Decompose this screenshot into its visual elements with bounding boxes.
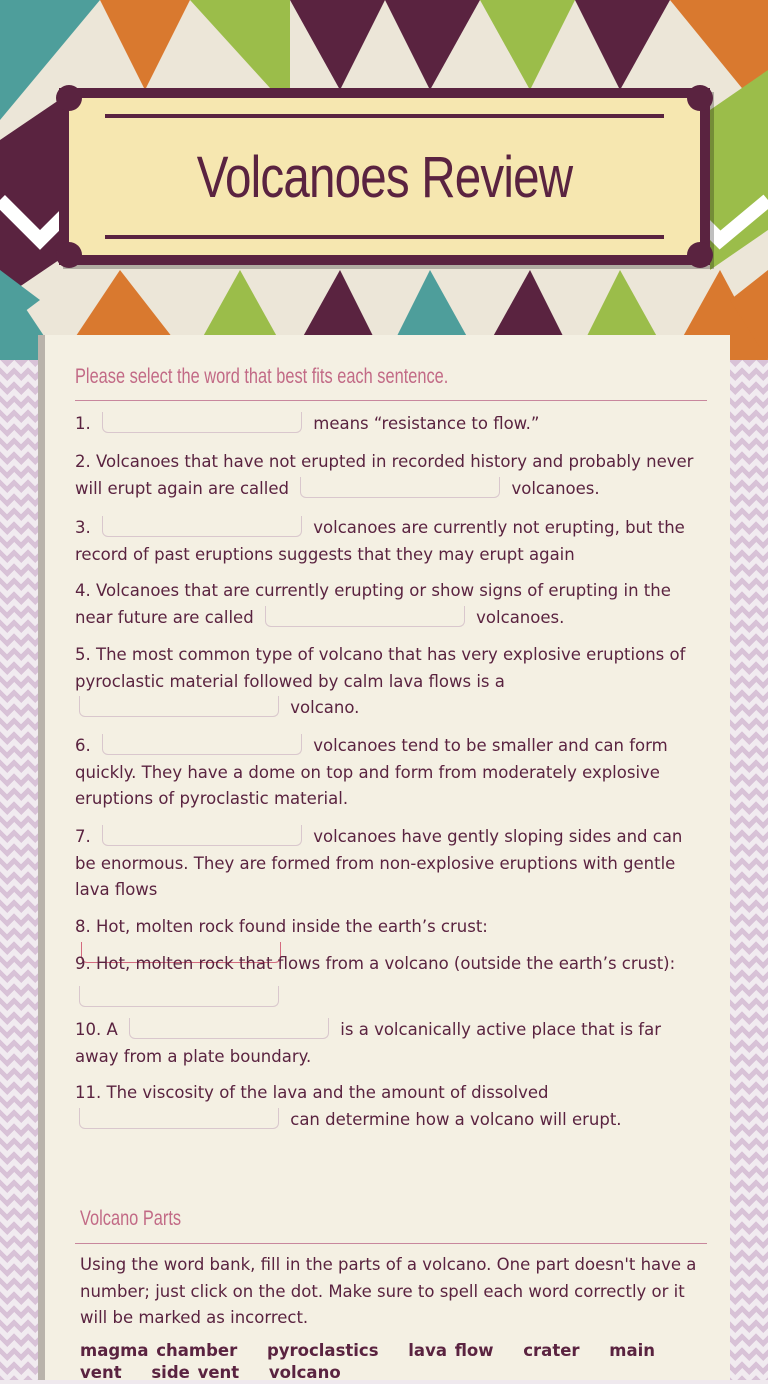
word-bank-item: crater — [523, 1341, 580, 1360]
banner-corner — [687, 242, 713, 268]
word-bank — [80, 1340, 700, 1384]
answer-blank-1[interactable] — [102, 412, 302, 433]
question-2 — [75, 449, 705, 502]
answer-blank-2[interactable] — [300, 477, 500, 498]
word-bank-item: lava flow — [408, 1341, 494, 1360]
answer-blank-10[interactable] — [129, 1018, 329, 1039]
answer-blank-4[interactable] — [265, 606, 465, 627]
question-4 — [75, 578, 705, 631]
answer-blank-3[interactable] — [102, 516, 302, 537]
question-text: 1. — [75, 414, 91, 433]
question-9 — [75, 951, 705, 1011]
question-5 — [75, 642, 705, 722]
question-text: 11. The viscosity of the lava and the amount of dissolved — [75, 1083, 549, 1102]
question-text: 2. Volcanoes that have not erupted in recorded history and probably never will erupt again are called — [75, 452, 694, 498]
answer-blank-7[interactable] — [102, 825, 302, 846]
answer-blank-5[interactable] — [79, 696, 279, 717]
question-text: 10. A — [75, 1020, 118, 1039]
banner-rule-bottom — [105, 235, 664, 239]
question-11 — [75, 1080, 705, 1133]
section-divider — [75, 400, 707, 401]
question-7 — [75, 824, 705, 904]
question-text: volcanoes tend to be smaller and can form quickly. They have a dome on top and form from moderately explosive eruptions of pyroclastic material. — [75, 736, 668, 808]
answer-blank-11[interactable] — [79, 1108, 279, 1129]
question-text: 4. Volcanoes that are currently erupting or show signs of erupting in the near future are called — [75, 581, 671, 627]
question-text: 9. Hot, molten rock that flows from a volcano (outside the earth’s crust): — [75, 954, 676, 973]
question-text: can determine how a volcano will erupt. — [290, 1109, 622, 1129]
question-text: 8. Hot, molten rock found inside the earth’s crust: — [75, 917, 488, 936]
question-10 — [75, 1017, 705, 1070]
word-bank-item: pyroclastics — [266, 1341, 379, 1360]
question-text: volcano. — [290, 698, 360, 717]
question-text: volcanoes. — [476, 607, 565, 627]
question-text: 6. — [75, 736, 91, 755]
word-bank-item: main vent — [80, 1341, 656, 1382]
page-title: Volcanoes Review — [196, 145, 573, 210]
title-banner — [59, 88, 710, 265]
question-text: volcanoes. — [511, 478, 600, 498]
answer-blank-9[interactable] — [79, 986, 279, 1007]
question-text: is a volcanically active place that is far away from a plate boundary. — [75, 1020, 662, 1066]
question-text: volcanoes are currently not erupting, but the record of past eruptions suggests that they may erupt again — [75, 518, 685, 564]
section-title-volcano-parts: Volcano Parts — [80, 1207, 182, 1230]
banner-corner — [56, 85, 82, 111]
section-title-questions: Please select the word that best fits each sentence. — [75, 365, 449, 388]
word-bank-item: volcano — [268, 1363, 341, 1382]
banner-corner — [56, 242, 82, 268]
banner-rule-top — [105, 114, 664, 118]
word-bank-item: magma chamber — [80, 1341, 238, 1360]
question-text: 3. — [75, 518, 91, 537]
question-text: means “resistance to flow.” — [313, 414, 540, 433]
title-banner-inner — [69, 98, 700, 255]
question-1 — [75, 411, 705, 438]
word-bank-item: side vent — [151, 1363, 240, 1382]
question-text: 7. — [75, 827, 91, 846]
answer-blank-6[interactable] — [102, 734, 302, 755]
instructions-text: Using the word bank, fill in the parts of a volcano. One part doesn't have a number; just click on the dot. Make sure to spell each word correctly or it will be marked as incorrect. — [80, 1255, 697, 1327]
question-6 — [75, 733, 705, 813]
worksheet-card — [38, 335, 730, 1380]
question-text: volcanoes have gently sloping sides and can be enormous. They are formed from non-explosive eruptions with gentle lava flows — [75, 827, 683, 899]
section-divider — [75, 1243, 707, 1244]
banner-corner — [687, 85, 713, 111]
question-text: 5. The most common type of volcano that has very explosive eruptions of pyroclastic material followed by calm lava flows is a — [75, 645, 686, 691]
question-3 — [75, 515, 705, 568]
